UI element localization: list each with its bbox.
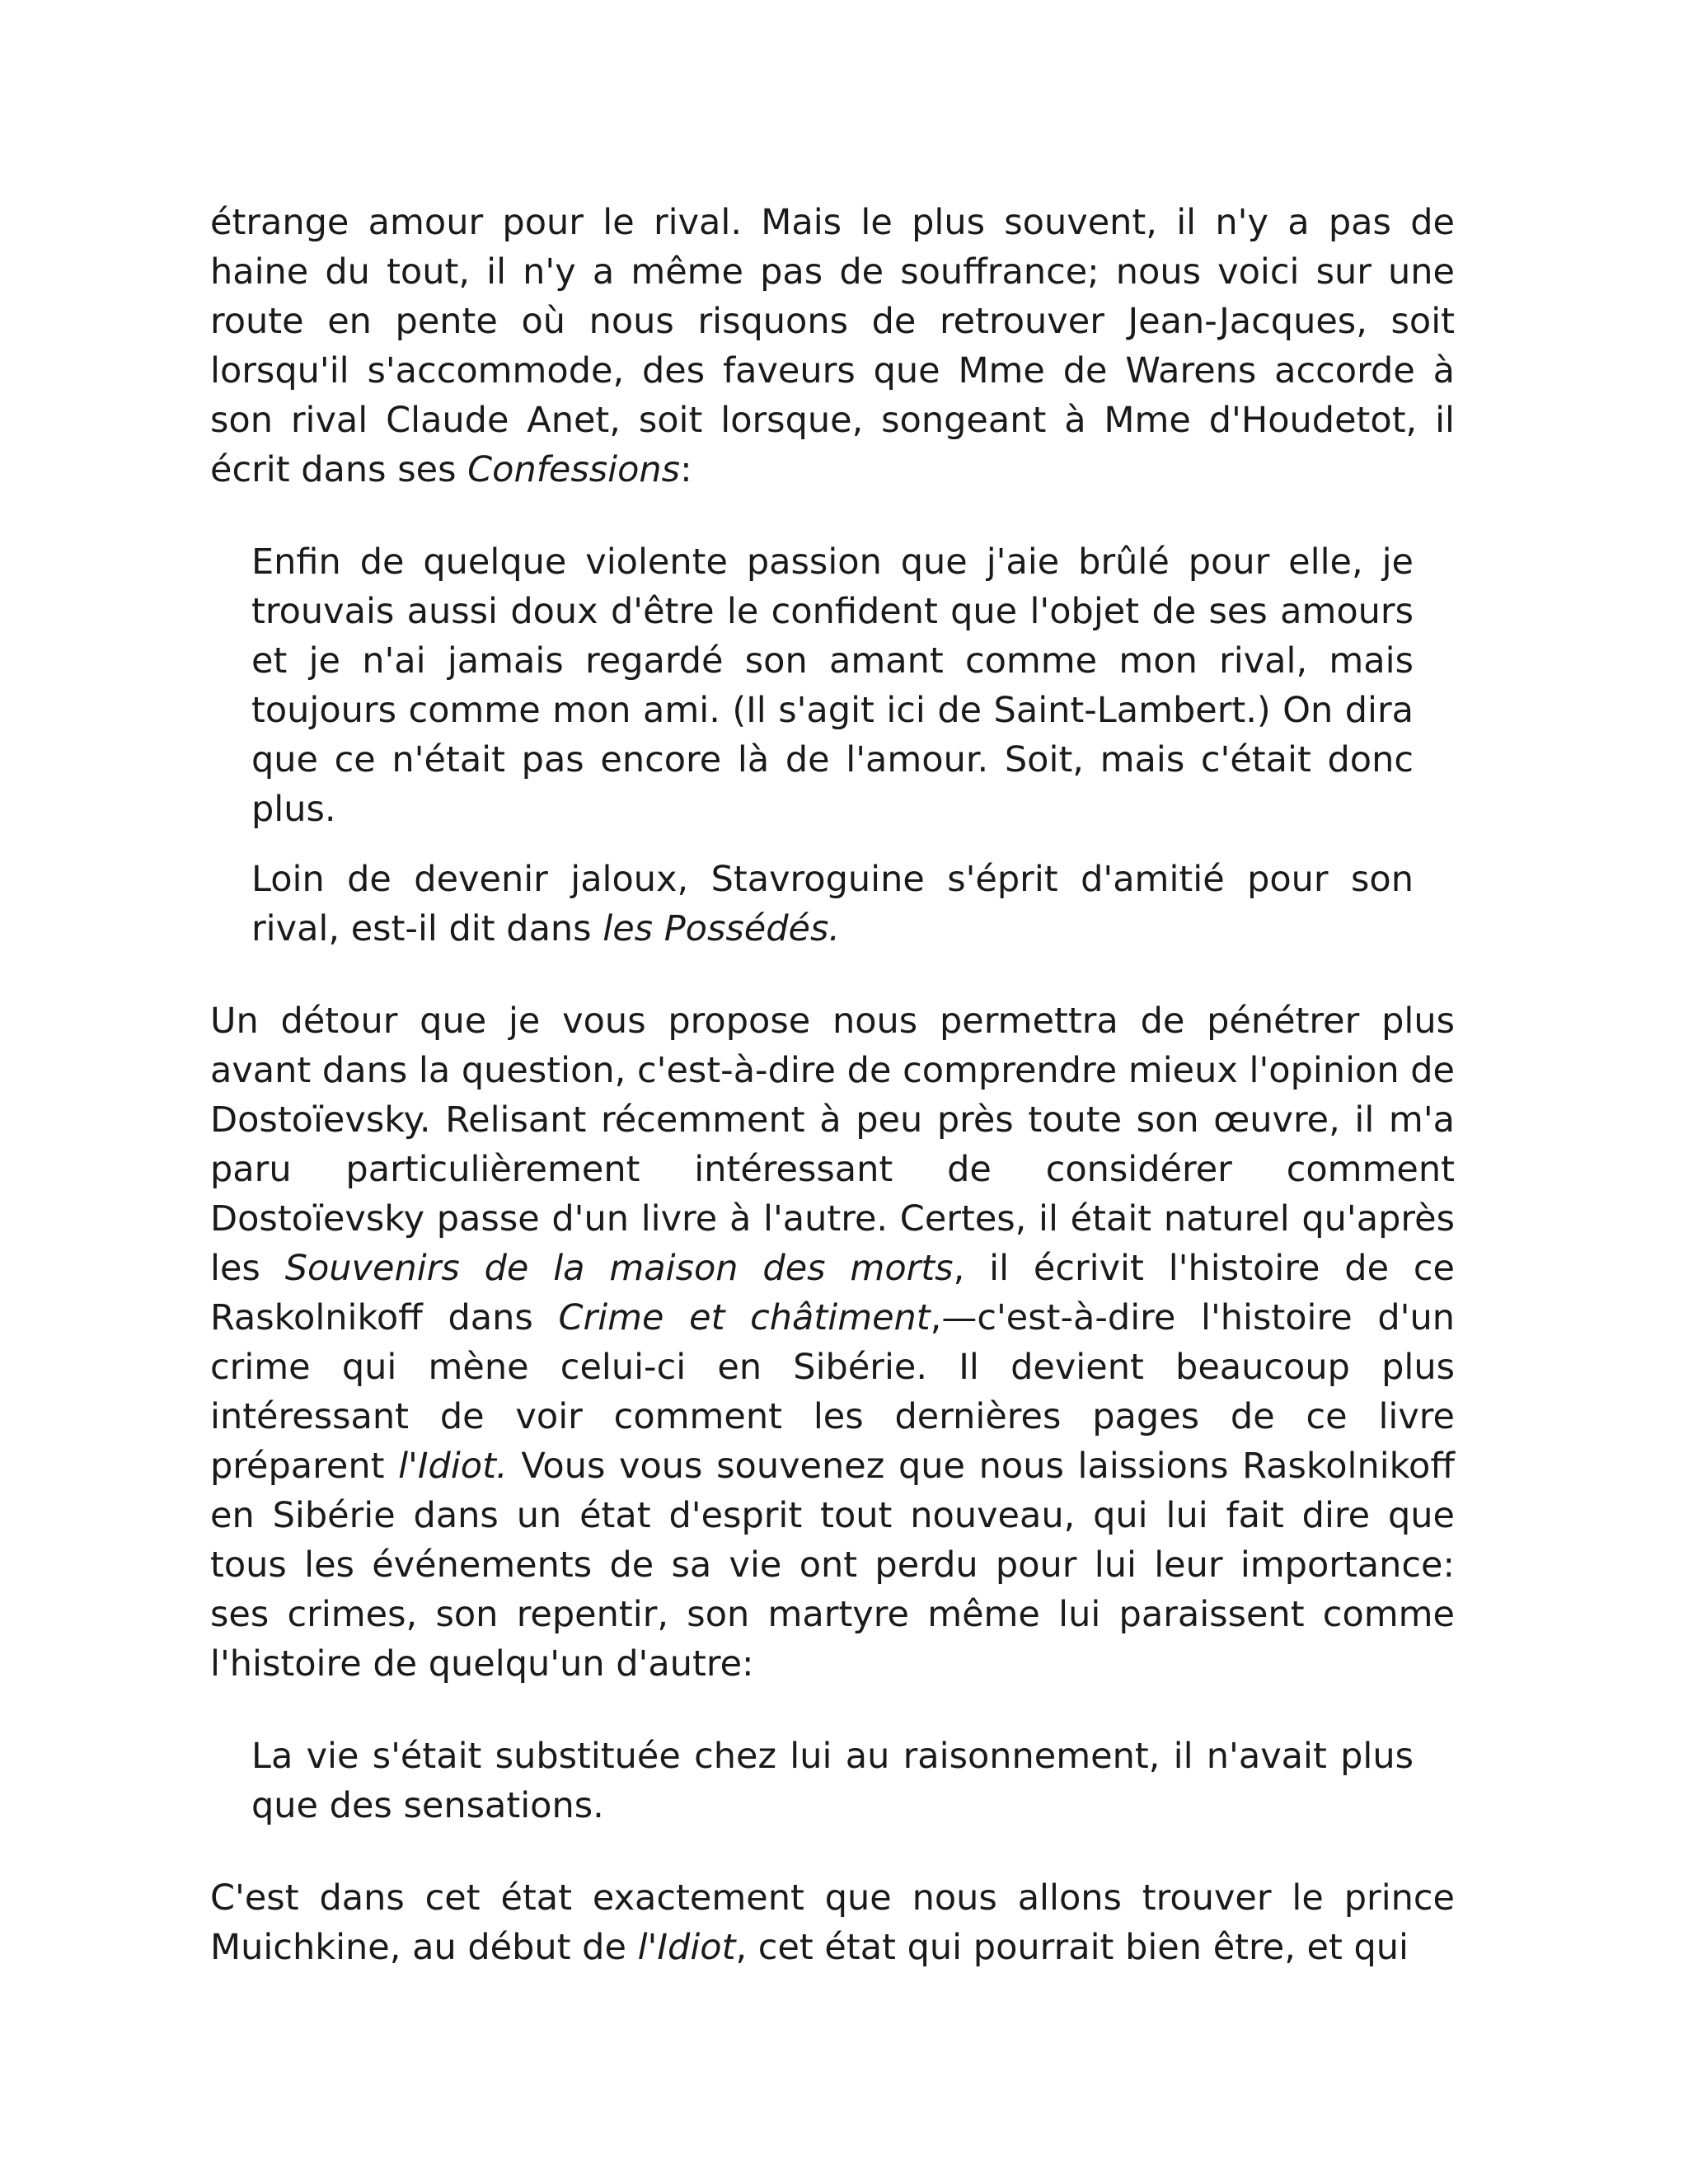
text: ,—c'est-à-dire l'histoire d'un crime qui mène celui-ci en Sibérie. Il devient beaucoup plus intéressant de voir comment les dernières pages de ce livre préparent (210, 1297, 1455, 1487)
text: , cet état qui pourrait bien être, et qui (735, 1927, 1409, 1968)
text: Un détour que je vous propose nous permettra de pénétrer plus avant dans la question, c'est-à-dire de comprendre mieux l'opinion de Dostoïevsky. Relisant récemment à peu près toute son œuvre, il m'a paru particulièrement intéressant de considérer comment Dostoïevsky passe d'un livre à l'autre. Certes, il était naturel qu'après les (210, 1001, 1455, 1289)
quote-paragraph (251, 537, 1414, 834)
book-title: l'Idiot. (398, 1446, 508, 1487)
quote-paragraph (251, 1732, 1414, 1830)
book-title: les Possédés. (603, 908, 841, 949)
book-title: l'Idiot (637, 1927, 736, 1968)
book-title: Crime et châtiment (558, 1297, 931, 1338)
text: Loin de devenir jaloux, Stavroguine s'éprit d'amitié pour son rival, est-il dit dans (251, 859, 1414, 949)
paragraph-2 (210, 996, 1455, 1689)
book-title: Souvenirs de la maison des morts (284, 1248, 954, 1289)
block-quote-2 (251, 1732, 1414, 1830)
text: La vie s'était substituée chez lui au raisonnement, il n'avait plus que des sensations. (251, 1736, 1414, 1826)
quote-paragraph (251, 855, 1414, 954)
text: étrange amour pour le rival. Mais le plus souvent, il n'y a pas de haine du tout, il n'y a même pas de souffrance; nous voici sur une route en pente où nous risquons de retrouver Jean-Jacques, soit lorsqu'il s'accommode, des faveurs que Mme de Warens accorde à son rival Claude Anet, soit lorsque, songeant à Mme d'Houdetot, il écrit dans ses (210, 202, 1455, 490)
text: Vous vous souvenez que nous laissions Raskolnikoff en Sibérie dans un état d'esprit tout nouveau, qui lui fait dire que tous les événements de sa vie ont perdu pour lui leur importance: ses crimes, son repentir, son martyre même lui paraissent comme l'histoire de quelqu'un d'autre: (210, 1446, 1455, 1685)
block-quote-1 (251, 537, 1414, 954)
text: : (680, 449, 692, 490)
paragraph-1 (210, 198, 1455, 494)
text: , il écrivit l'histoire de ce Raskolnikoff dans (210, 1248, 1455, 1338)
text: C'est dans cet état exactement que nous allons trouver le prince Muichkine, au début de (210, 1877, 1455, 1968)
paragraph-3 (210, 1873, 1455, 1972)
text: Enfin de quelque violente passion que j'aie brûlé pour elle, je trouvais aussi doux d'être le confident que l'objet de ses amours et je n'ai jamais regardé son amant comme mon rival, mais toujours comme mon ami. (Il s'agit ici de Saint-Lambert.) On dira que ce n'était pas encore là de l'amour. Soit, mais c'était donc plus. (251, 541, 1414, 830)
book-title: Confessions (467, 449, 681, 490)
page-body (210, 198, 1455, 1972)
